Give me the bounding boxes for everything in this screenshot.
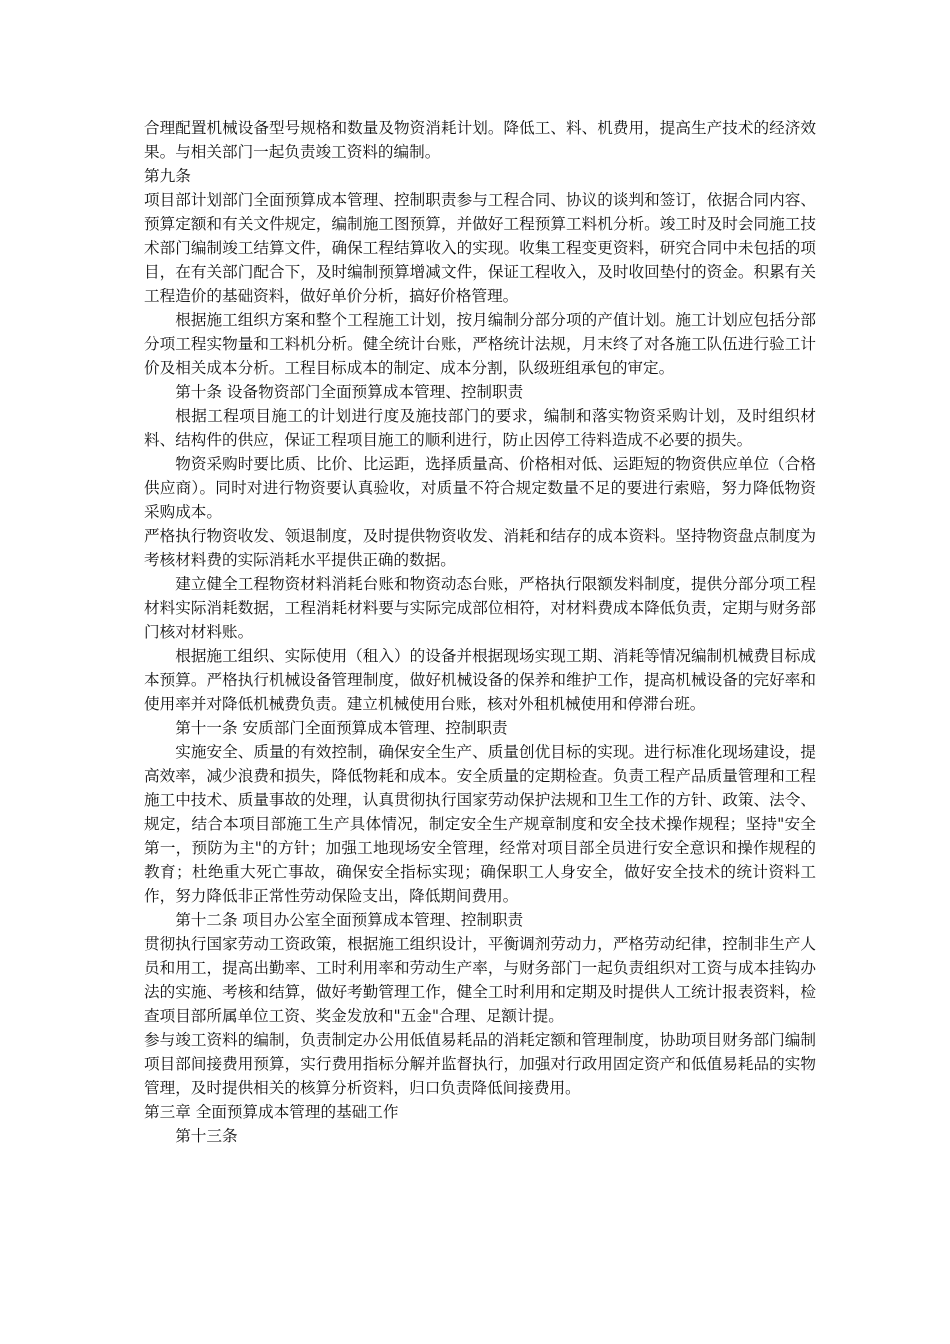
paragraph-procurement-plan: 根据工程项目施工的计划进行度及施技部门的要求，编制和落实物资采购计划，及时组织材料、结构件的供应，保证工程项目施工的顺利进行，防止因停工待料造成不必要的损失。 [144, 407, 816, 449]
paragraph-labor-policy: 贯彻执行国家劳动工资政策，根据施工组织设计，平衡调剂劳动力，严格劳动纪律，控制非生产人员和用工，提高出勤率、工时利用率和劳动生产率，与财务部门一起负责组织对工资与成本挂钩办法的实施、考核和结算，做好考勤管理工作，健全工时利用和定期及时提供人工统计报表资料，检查项目部所属单位工资、奖金发放和"五金"合理、足额计提。 [144, 935, 816, 1025]
paragraph-planning-duties: 项目部计划部门全面预算成本管理、控制职责参与工程合同、协议的谈判和签订，依据合同内容、预算定额和有关文件规定，编制施工图预算，并做好工程预算工料机分析。竣工时及时会同施工技术部门编制竣工结算文件，确保工程结算收入的实现。收集工程变更资料，研究合同中未包括的项目，在有关部门配合下，及时编制预算增减文件，保证工程收入，及时收回垫付的资金。积累有关工程造价的基础资料，做好单价分析，搞好价格管理。 [144, 191, 816, 305]
paragraph-machinery-budget: 根据施工组织、实际使用（租入）的设备并根据现场实现工期、消耗等情况编制机械费目标成本预算。严格执行机械设备管理制度，做好机械设备的保养和维护工作，提高机械设备的完好率和使用率并对降低机械费负责。建立机械使用台账，核对外租机械使用和停滞台班。 [144, 647, 816, 713]
paragraph-supplier-selection: 物资采购时要比质、比价、比运距，选择质量高、价格相对低、运距短的物资供应单位（合格供应商）。同时对进行物资要认真验收，对质量不符合规定数量不足的要进行索赔，努力降低物资采购成本。 [144, 455, 816, 521]
paragraph-intro: 合理配置机械设备型号规格和数量及物资消耗计划。降低工、料、机费用，提高生产技术的经济效果。与相关部门一起负责竣工资料的编制。 [144, 119, 816, 161]
article-10-heading: 第十条 设备物资部门全面预算成本管理、控制职责 [175, 383, 524, 401]
paragraph-monthly-plan: 根据施工组织方案和整个工程施工计划，按月编制分部分项的产值计划。施工计划应包括分部分项工程实物量和工料机分析。健全统计台账，严格统计法规，月末终了对各施工队伍进行验工计价及相关成本分析。工程目标成本的制定、成本分割，队级班组承包的审定。 [144, 311, 816, 377]
article-11-heading: 第十一条 安质部门全面预算成本管理、控制职责 [175, 719, 508, 737]
chapter-3-heading: 第三章 全面预算成本管理的基础工作 [144, 1103, 399, 1121]
paragraph-material-ledger: 建立健全工程物资材料消耗台账和物资动态台账，严格执行限额发料制度，提供分部分项工程材料实际消耗数据，工程消耗材料要与实际完成部位相符，对材料费成本降低负责，定期与财务部门核对材料账。 [144, 575, 816, 641]
article-9-heading: 第九条 [144, 167, 191, 185]
document-body [144, 116, 816, 1148]
article-13-heading: 第十三条 [175, 1127, 238, 1145]
paragraph-safety-quality: 实施安全、质量的有效控制，确保安全生产、质量创优目标的实现。进行标准化现场建设，提高效率，减少浪费和损失，降低物耗和成本。安全质量的定期检查。负责工程产品质量管理和工程施工中技术、质量事故的处理，认真贯彻执行国家劳动保护法规和卫生工作的方针、政策、法令、规定，结合本项目部施工生产具体情况，制定安全生产规章制度和安全技术操作规程；坚持"安全第一，预防为主"的方针；加强工地现场安全管理，经常对项目部全员进行安全意识和操作规程的教育；杜绝重大死亡事故，确保安全指标实现；确保职工人身安全，做好安全技术的统计资料工作，努力降低非正常性劳动保险支出，降低期间费用。 [144, 743, 816, 905]
article-12-heading: 第十二条 项目办公室全面预算成本管理、控制职责 [175, 911, 524, 929]
paragraph-material-issue: 严格执行物资收发、领退制度，及时提供物资收发、消耗和结存的成本资料。坚持物资盘点制度为考核材料费的实际消耗水平提供正确的数据。 [144, 527, 816, 569]
paragraph-office-expenses: 参与竣工资料的编制，负责制定办公用低值易耗品的消耗定额和管理制度，协助项目财务部门编制项目部间接费用预算，实行费用指标分解并监督执行，加强对行政用固定资产和低值易耗品的实物管理，及时提供相关的核算分析资料，归口负责降低间接费用。 [144, 1031, 816, 1097]
